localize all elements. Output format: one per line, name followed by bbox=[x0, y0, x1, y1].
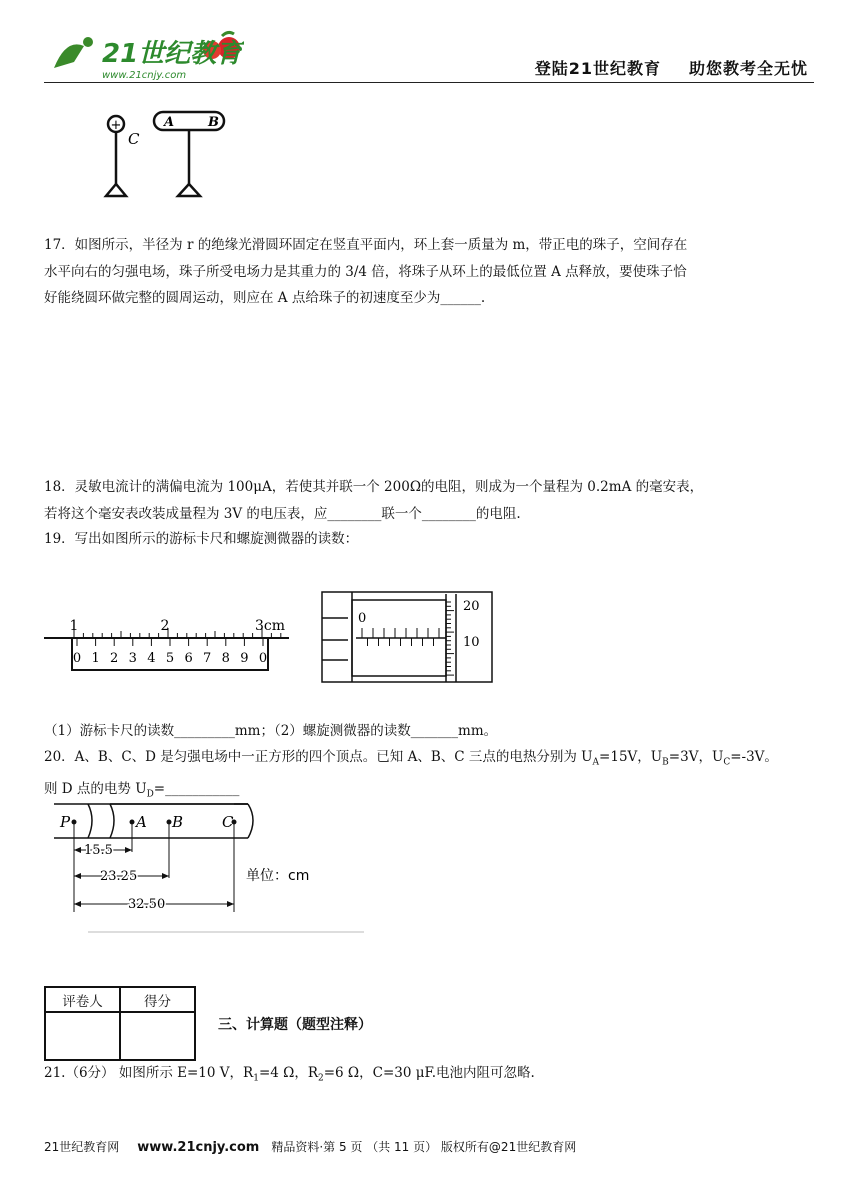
footer-page-info: 精品资料·第 5 页 （共 11 页） 版权所有@21世纪教育网 bbox=[271, 1140, 577, 1154]
label-c: C bbox=[128, 130, 140, 148]
dim-32-50: 32.50 bbox=[128, 897, 166, 912]
main-label-3cm: 3cm bbox=[254, 618, 286, 634]
main-label-1: 1 bbox=[69, 618, 79, 634]
section-title: 三、计算题（题型注释） bbox=[218, 1017, 372, 1033]
vernier-caliper-figure bbox=[44, 612, 294, 678]
vernier-label: 5 bbox=[165, 651, 175, 666]
plus-sign: + bbox=[110, 118, 122, 133]
point-p: P bbox=[60, 813, 71, 831]
logo-url: www.21cnjy.com bbox=[102, 70, 187, 81]
dim-23-25: 23.25 bbox=[100, 869, 138, 884]
question-18 bbox=[44, 474, 814, 527]
header-slogan bbox=[507, 56, 808, 79]
q17-line-2: 水平向右的匀强电场，珠子所受电场力是其重力的 3/4 倍，将珠子从环上的最低位置 A 点释放，要使珠子恰 bbox=[44, 263, 687, 280]
vernier-label: 3 bbox=[128, 651, 137, 666]
label-a: A bbox=[164, 115, 175, 130]
score-header: 得分 bbox=[120, 987, 195, 1012]
sleeve-label-0: 0 bbox=[358, 611, 367, 626]
figure-conductors bbox=[96, 104, 236, 200]
vernier-label: 4 bbox=[147, 651, 156, 666]
vernier-label: 0 bbox=[258, 651, 268, 666]
unit-label: 单位：cm bbox=[246, 868, 310, 884]
q18-line-1: 18．灵敏电流计的满偏电流为 100μA，若使其并联一个 200Ω的电阻，则成为一个量程为 0.2mA 的毫安表， bbox=[44, 479, 704, 495]
q20-line-2: 则 D 点的电势 $U_D=\_\_\_\_\_\_\_\_\_\_\_$ bbox=[44, 781, 240, 800]
q20-line-1: 20．A、B、C、D 是匀强电场中一正方形的四个顶点。已知 A、B、C 三点的电热分别为 $U_A=15V$，$U_B=3V$，$U_C=-3V$。 bbox=[44, 749, 778, 768]
header-divider bbox=[44, 82, 814, 83]
point-c: C bbox=[222, 813, 234, 831]
footer-url: www.21cnjy.com bbox=[137, 1140, 260, 1155]
footer-site: 21世纪教育网 bbox=[44, 1140, 120, 1154]
vernier-label: 2 bbox=[110, 651, 119, 666]
logo-text: 21世纪教育 bbox=[102, 39, 243, 69]
label-b: B bbox=[208, 115, 219, 130]
q19-prompt: 19．写出如图所示的游标卡尺和螺旋测微器的读数： bbox=[44, 531, 359, 547]
vernier-label: 6 bbox=[184, 651, 193, 666]
question-20 bbox=[44, 744, 814, 808]
point-a: A bbox=[136, 813, 147, 831]
q17-line-1: 17．如图所示，半径为 r 的绝缘光滑圆环固定在竖直平面内，环上套一质量为 m，带正电的珠子，空间存在 bbox=[44, 237, 688, 253]
micrometer-figure bbox=[318, 590, 498, 686]
q19-answer-line: （1）游标卡尺的读数_________mm；（2）螺旋测微器的读数_______mm。 bbox=[44, 723, 498, 739]
thimble-label-20: 20 bbox=[463, 599, 480, 614]
site-logo bbox=[44, 28, 244, 84]
question-17 bbox=[44, 232, 814, 312]
grader-cell bbox=[45, 1012, 120, 1060]
vernier-label: 7 bbox=[203, 651, 212, 666]
vernier-label: 8 bbox=[221, 651, 230, 666]
header-text-login: 登陆21世纪教育 bbox=[534, 59, 661, 78]
q18-line-2: 若将这个毫安表改装成量程为 3V 的电压表，应________联一个________的电阻. bbox=[44, 505, 521, 522]
dim-15-5: 15.5 bbox=[84, 843, 113, 858]
vernier-label: 1 bbox=[91, 651, 100, 666]
main-label-2: 2 bbox=[160, 618, 170, 634]
q17-line-3: 好能绕圆环做完整的圆周运动，则应在 A 点给珠子的初速度至少为______. bbox=[44, 290, 486, 306]
question-21: 21.（6分） 如图所示 E=10 V，$R_1=4$ Ω，$R_2=6$ Ω，C=30 μF.电池内阻可忽略. bbox=[44, 1065, 535, 1084]
thimble-label-10: 10 bbox=[463, 635, 480, 650]
header-text-slogan: 助您教考全无忧 bbox=[688, 59, 808, 78]
score-table bbox=[44, 986, 196, 1061]
vernier-label: 9 bbox=[240, 651, 249, 666]
point-b: B bbox=[172, 813, 184, 831]
grader-header: 评卷人 bbox=[45, 987, 120, 1012]
question-19 bbox=[44, 526, 814, 553]
paper-tape-figure bbox=[52, 800, 372, 936]
vernier-label: 0 bbox=[72, 651, 82, 666]
page-footer bbox=[44, 1138, 576, 1155]
runner-icon bbox=[54, 44, 84, 68]
score-cell bbox=[120, 1012, 195, 1060]
